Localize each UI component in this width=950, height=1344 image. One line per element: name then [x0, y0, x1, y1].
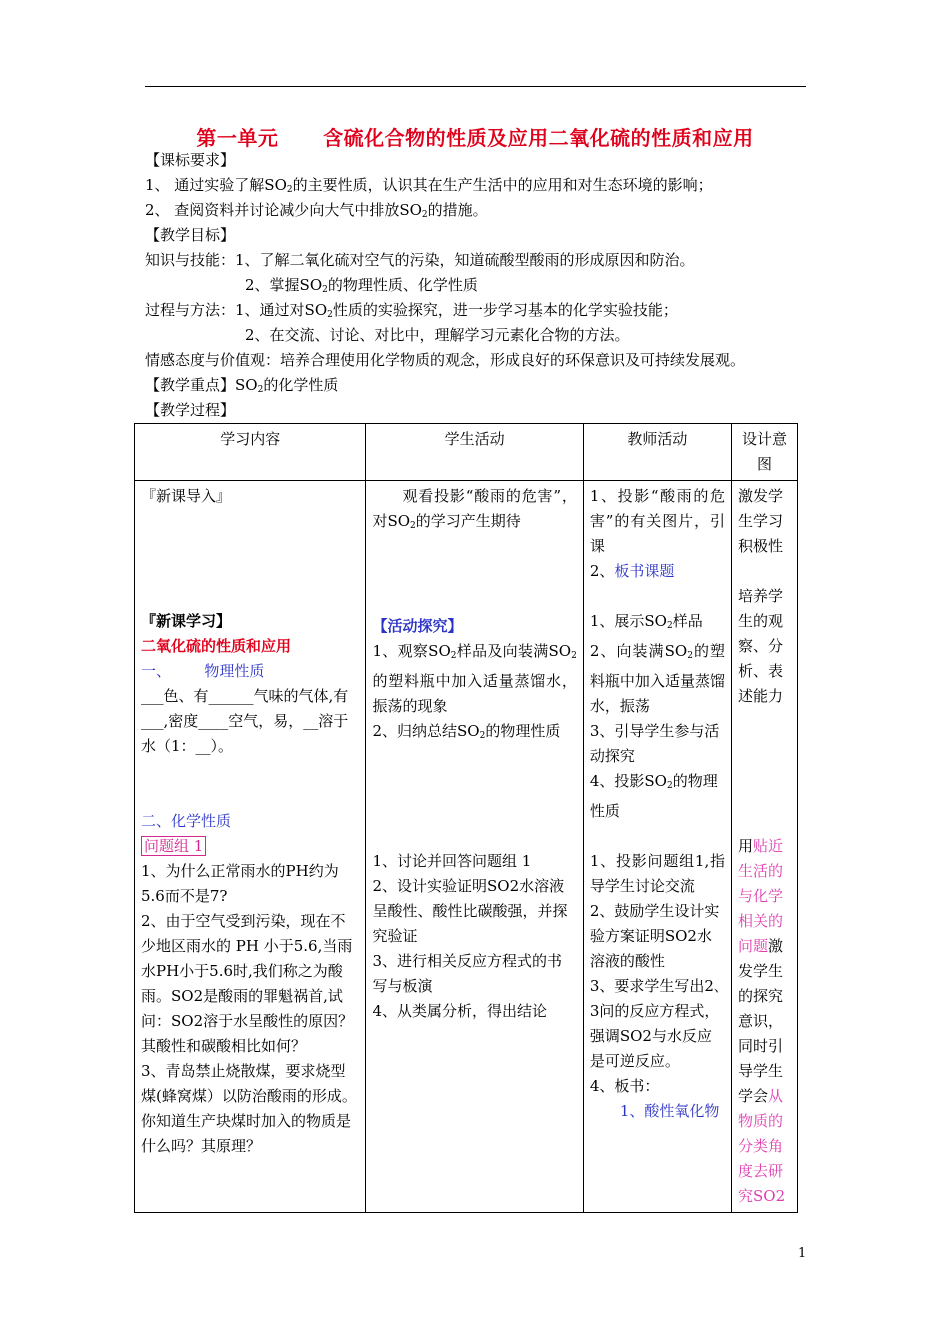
chem-activity-4: 4、从类属分析，得出结论 — [372, 1002, 547, 1020]
content-cell — [135, 481, 366, 1213]
teacher-step-6: 4、投影$SO_2$的物理性质 — [589, 772, 718, 820]
activity-1: 1、观察$SO_2$样品及向装满$SO_2$的塑料瓶中加入适量蒸馏水，振荡的现象 — [372, 642, 577, 715]
goal-process: 过程与方法：1、通过对$SO_2$性质的实验探究，进一步学习基本的化学实验技能； — [145, 301, 678, 320]
teacher-step-5: 3、引导学生参与活动探究 — [589, 722, 720, 765]
teacher-chem-2: 2、鼓励学生设计实验方案证明SO2水溶液的酸性 — [589, 902, 720, 970]
design-cell — [732, 481, 798, 1213]
page-number: 1 — [798, 1246, 807, 1261]
teacher-step-1: 1、投影“酸雨的危害”的有关图片，引课 — [589, 487, 726, 555]
question-1: 1、为什么正常雨水的PH约为5.6而不是7? — [141, 862, 339, 905]
fill-blank-text: ___色、有______气味的气体,有___,密度____空气，易，__溶于水（1：__）。 — [141, 687, 349, 755]
chemical-heading: 二、化学性质 — [141, 812, 232, 830]
physical-heading: 一、 物理性质 — [141, 662, 265, 680]
student-intro: 观看投影“酸雨的危害”，对$SO_2$的学习产生期待 — [372, 487, 577, 531]
teacher-chem-5: 1、酸性氧化物 — [619, 1102, 720, 1120]
intro-label: 『新课导入』 — [141, 487, 232, 505]
design-intent-3: 用贴近生活的与化学相关的问题激发学生的探究意识，同时引导学生学会从物质的分类角度去研究SO2 — [738, 837, 786, 1205]
design-intent-1: 激发学生学习积极性 — [738, 487, 784, 555]
new-learning-label: 『新课学习】 — [141, 612, 232, 630]
chem-activity-1: 1、讨论并回答问题组 1 — [372, 852, 532, 870]
chem-activity-3: 3、进行相关反应方程式的书写与板演 — [372, 952, 562, 995]
activity-2: 2、归纳总结$SO_2$的物理性质 — [372, 722, 561, 741]
teacher-step-3: 1、展示$SO_2$样品 — [589, 612, 703, 631]
teacher-cell — [583, 481, 731, 1213]
topic-label: 二氧化硫的性质和应用 — [141, 637, 292, 655]
teacher-chem-4: 4、板书： — [589, 1077, 660, 1095]
goals-header: 【教学目标】 — [145, 226, 236, 244]
lesson-table — [134, 423, 798, 1213]
curriculum-item-1: 1、 通过实验了解$SO_2$的主要性质，认识其在生产生活中的应用和对生态环境的影响； — [145, 176, 713, 195]
process-header: 【教学过程】 — [145, 401, 236, 419]
header-design: 设计意图 — [732, 424, 798, 481]
teacher-chem-3: 3、要求学生写出2､3问的反应方程式，强调SO2与水反应是可逆反应。 — [589, 977, 722, 1070]
table-header-row — [135, 424, 798, 481]
curriculum-header: 【课标要求】 — [145, 151, 236, 169]
goal-knowledge-2: 2、掌握$SO_2$的物理性质、化学性质 — [245, 276, 478, 295]
header-content: 学习内容 — [135, 424, 366, 481]
activity-header: 【活动探究】 — [372, 617, 463, 635]
header-teacher: 教师活动 — [583, 424, 731, 481]
goal-process-2: 2、在交流、讨论、对比中，理解学习元素化合物的方法。 — [245, 326, 630, 344]
goal-knowledge: 知识与技能：1、了解二氧化硫对空气的污染，知道硫酸型酸雨的形成原因和防治。 — [145, 251, 695, 269]
student-cell — [366, 481, 583, 1213]
header-rule — [145, 86, 806, 87]
page-title: 第一单元 含硫化合物的性质及应用二氧化硫的性质和应用 — [196, 126, 754, 150]
teacher-step-2: 2、板书课题 — [589, 562, 675, 580]
teacher-step-4: 2、向装满$SO_2$的塑料瓶中加入适量蒸馏水，振荡 — [589, 642, 726, 715]
goal-emotion: 情感态度与价值观：培养合理使用化学物质的观念，形成良好的环保意识及可持续发展观。 — [145, 351, 746, 369]
teaching-focus: 【教学重点】$SO_2$的化学性质 — [145, 376, 339, 395]
question-2: 2、由于空气受到污染，现在不少地区雨水的 PH 小于5.6,当雨水PH小于5.6时,我们称之为酸雨。SO2是酸雨的罪魁祸首,试问：SO2溶于水呈酸性的原因？其酸性和碳酸相比如何？ — [141, 912, 354, 1055]
curriculum-item-2: 2、 查阅资料并讨论减少向大气中排放$SO_2$的措施。 — [145, 201, 488, 220]
header-student: 学生活动 — [366, 424, 583, 481]
teacher-chem-1: 1、投影问题组1,指导学生讨论交流 — [589, 852, 726, 895]
design-intent-2: 培养学生的观察、分析、表述能力 — [738, 587, 784, 705]
table-row — [135, 481, 798, 1213]
chem-activity-2: 2、设计实验证明SO2水溶液呈酸性、酸性比碳酸强，并探究验证 — [372, 877, 568, 945]
question-group-label: 问题组 1 — [141, 836, 206, 856]
question-3: 3、青岛禁止烧散煤，要求烧型煤(蜂窝煤）以防治酸雨的形成。你知道生产块煤时加入的物质是什么吗？其原理？ — [141, 1062, 357, 1155]
